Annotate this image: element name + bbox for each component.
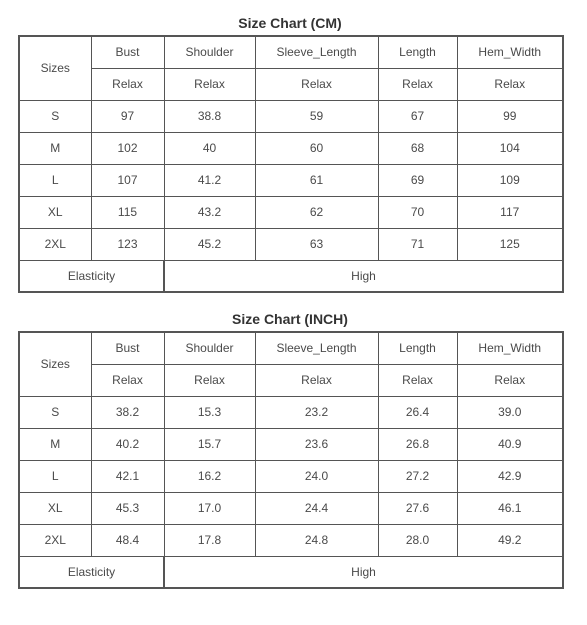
table-cell: 27.6 — [378, 492, 457, 524]
table-cell: 69 — [378, 164, 457, 196]
table-cell: 24.4 — [255, 492, 378, 524]
size-chart-cm-title: Size Chart (CM) — [238, 15, 342, 31]
fit-cell: Relax — [378, 68, 457, 100]
table-cell: 27.2 — [378, 460, 457, 492]
elasticity-row — [19, 556, 563, 588]
column-header-bust: Bust — [91, 332, 164, 364]
size-label-cell: M — [19, 132, 91, 164]
table-row — [19, 164, 563, 196]
column-header-hem-width: Hem_Width — [457, 332, 563, 364]
size-label-cell: S — [19, 100, 91, 132]
table-row — [19, 492, 563, 524]
fit-cell: Relax — [164, 364, 255, 396]
table-row — [19, 524, 563, 556]
fit-cell: Relax — [91, 68, 164, 100]
table-cell: 71 — [378, 228, 457, 260]
table-cell: 102 — [91, 132, 164, 164]
table-cell: 42.9 — [457, 460, 563, 492]
size-label-cell: M — [19, 428, 91, 460]
table-cell: 60 — [255, 132, 378, 164]
table-cell: 40.9 — [457, 428, 563, 460]
table-cell: 45.2 — [164, 228, 255, 260]
table-row — [19, 228, 563, 260]
fit-cell: Relax — [457, 68, 563, 100]
size-label-cell: 2XL — [19, 228, 91, 260]
table-cell: 97 — [91, 100, 164, 132]
column-header-shoulder: Shoulder — [164, 36, 255, 68]
column-header-length: Length — [378, 36, 457, 68]
table-cell: 117 — [457, 196, 563, 228]
table-cell: 17.8 — [164, 524, 255, 556]
size-chart-cm-table — [18, 35, 564, 293]
table-cell: 62 — [255, 196, 378, 228]
elasticity-value: High — [164, 556, 563, 588]
column-header-shoulder: Shoulder — [164, 332, 255, 364]
table-row — [19, 100, 563, 132]
size-label-cell: 2XL — [19, 524, 91, 556]
table-cell: 16.2 — [164, 460, 255, 492]
table-cell: 104 — [457, 132, 563, 164]
table-cell: 109 — [457, 164, 563, 196]
size-chart-inch-title: Size Chart (INCH) — [232, 311, 348, 327]
elasticity-label: Elasticity — [19, 260, 164, 292]
table-cell: 24.8 — [255, 524, 378, 556]
table-cell: 99 — [457, 100, 563, 132]
table-cell: 70 — [378, 196, 457, 228]
table-cell: 26.8 — [378, 428, 457, 460]
size-label-cell: XL — [19, 492, 91, 524]
table-cell: 48.4 — [91, 524, 164, 556]
column-header-hem-width: Hem_Width — [457, 36, 563, 68]
table-cell: 39.0 — [457, 396, 563, 428]
table-cell: 123 — [91, 228, 164, 260]
fit-cell: Relax — [255, 68, 378, 100]
table-cell: 42.1 — [91, 460, 164, 492]
table-cell: 63 — [255, 228, 378, 260]
fit-cell: Relax — [164, 68, 255, 100]
table-row — [19, 428, 563, 460]
table-cell: 23.2 — [255, 396, 378, 428]
table-cell: 41.2 — [164, 164, 255, 196]
table-cell: 28.0 — [378, 524, 457, 556]
elasticity-value: High — [164, 260, 563, 292]
table-header-row — [19, 36, 563, 68]
fit-cell: Relax — [378, 364, 457, 396]
column-header-length: Length — [378, 332, 457, 364]
table-cell: 45.3 — [91, 492, 164, 524]
table-cell: 17.0 — [164, 492, 255, 524]
table-cell: 15.3 — [164, 396, 255, 428]
fit-row — [19, 68, 563, 100]
table-row — [19, 196, 563, 228]
table-cell: 24.0 — [255, 460, 378, 492]
table-cell: 125 — [457, 228, 563, 260]
table-cell: 15.7 — [164, 428, 255, 460]
size-label-cell: L — [19, 460, 91, 492]
fit-cell: Relax — [457, 364, 563, 396]
table-cell: 26.4 — [378, 396, 457, 428]
table-cell: 115 — [91, 196, 164, 228]
table-cell: 40.2 — [91, 428, 164, 460]
table-cell: 46.1 — [457, 492, 563, 524]
table-row — [19, 132, 563, 164]
table-cell: 43.2 — [164, 196, 255, 228]
table-cell: 40 — [164, 132, 255, 164]
size-chart-inch-table — [18, 331, 564, 589]
elasticity-row — [19, 260, 563, 292]
size-label-cell: S — [19, 396, 91, 428]
table-cell: 49.2 — [457, 524, 563, 556]
table-cell: 61 — [255, 164, 378, 196]
table-row — [19, 460, 563, 492]
table-cell: 38.2 — [91, 396, 164, 428]
sizes-header-cell: Sizes — [19, 36, 91, 100]
size-label-cell: XL — [19, 196, 91, 228]
table-cell: 107 — [91, 164, 164, 196]
sizes-header-cell: Sizes — [19, 332, 91, 396]
fit-row — [19, 364, 563, 396]
column-header-bust: Bust — [91, 36, 164, 68]
column-header-sleeve-length: Sleeve_Length — [255, 36, 378, 68]
table-cell: 59 — [255, 100, 378, 132]
table-header-row — [19, 332, 563, 364]
fit-cell: Relax — [255, 364, 378, 396]
column-header-sleeve-length: Sleeve_Length — [255, 332, 378, 364]
fit-cell: Relax — [91, 364, 164, 396]
table-cell: 67 — [378, 100, 457, 132]
table-cell: 23.6 — [255, 428, 378, 460]
size-label-cell: L — [19, 164, 91, 196]
table-row — [19, 396, 563, 428]
table-cell: 38.8 — [164, 100, 255, 132]
table-cell: 68 — [378, 132, 457, 164]
elasticity-label: Elasticity — [19, 556, 164, 588]
